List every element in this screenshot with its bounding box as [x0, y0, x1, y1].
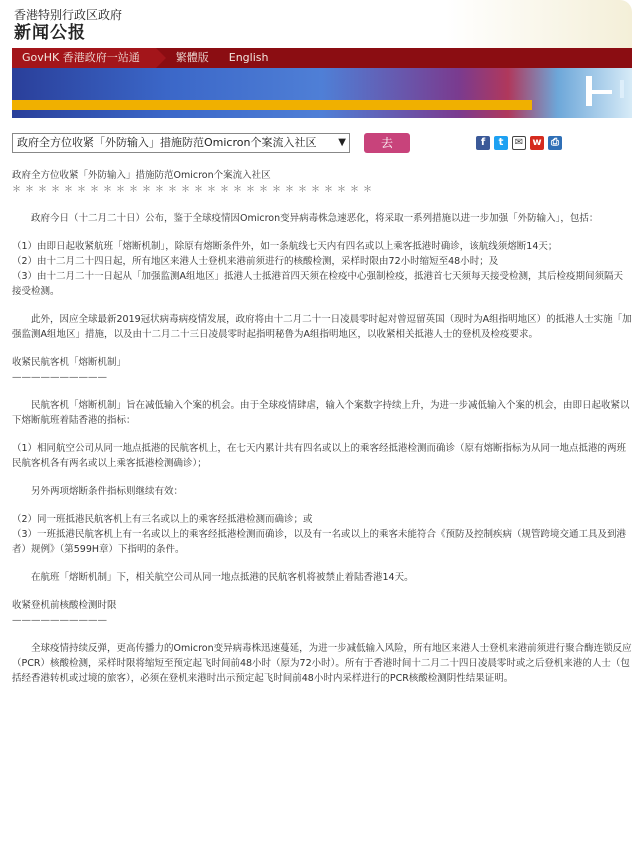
- paragraph: （2）同一班抵港民航客机上有三名或以上的乘客经抵港检测而确诊；或: [12, 514, 313, 525]
- top-nav: [12, 48, 632, 68]
- article-body: [12, 168, 632, 686]
- paragraph: 此外，因应全球最新2019冠状病毒病疫情发展，政府将由十二月二十一日凌晨零时起对曾逗留英国（现时为A组指明地区）的抵港人士实施「加强监测A组地区」措施，以及由十二月二十三日凌晨零时起指明秘鲁为A组指明地区，以收紧相关抵港人士的登机及检疫要求。: [12, 314, 632, 340]
- header-banner: [12, 68, 632, 118]
- print-icon[interactable]: ⎙: [548, 136, 562, 150]
- header: [12, 0, 632, 48]
- nav-separator: [156, 48, 166, 68]
- article-select[interactable]: [12, 133, 350, 153]
- paragraph: 在航班「熔断机制」下，相关航空公司从同一地点抵港的民航客机将被禁止着陆香港14天。: [31, 572, 414, 583]
- paragraph: 政府今日（十二月二十日）公布，鉴于全球疫情因Omicron变异病毒株急速恶化，将采取一系列措施以进一步加强「外防输入」，包括：: [31, 213, 599, 224]
- paragraph: 全球疫情持续反弹，更高传播力的Omicron变异病毒株迅速蔓延，为进一步减低输入风险，所有地区来港人士登机来港前须进行聚合酶连锁反应（PCR）核酸检测，采样时限将缩短至预定起飞时间前48小时（原为72小时）。所有于香港时间十二月二十四日凌晨零时或之后登机来港的人士（包括经香港转机或过境的旅客），必须在登机来港时出示预定起飞时间前48小时内采样进行的PCR核酸检测阴性结果证明。: [12, 643, 632, 684]
- banner-decoration: [620, 80, 624, 98]
- article-select-value: 政府全方位收紧「外防输入」措施防范Omicron个案流入社区: [17, 136, 317, 149]
- section-title: 收紧民航客机「熔断机制」: [12, 357, 127, 368]
- paragraph: （1）由即日起收紧航班「熔断机制」，除原有熔断条件外，如一条航线七天内有四名或以上乘客抵港时确诊，该航线须熔断14天；: [12, 241, 558, 252]
- paragraph: 另外两项熔断条件指标则继续有效：: [31, 486, 184, 497]
- paragraph: （1）相同航空公司从同一地点抵港的民航客机上，在七天内累计共有四名或以上的乘客经抵港检测而确诊（原有熔断指标为从同一地点抵港的两班民航客机各有两名或以上乘客抵港检测确诊）；: [12, 443, 627, 469]
- section-rule: ——————————: [12, 615, 107, 626]
- go-button[interactable]: 去: [364, 133, 410, 153]
- heading-stars: ＊＊＊＊＊＊＊＊＊＊＊＊＊＊＊＊＊＊＊＊＊＊＊＊＊＊＊＊: [12, 185, 377, 195]
- nav-traditional-link[interactable]: 繁體版: [175, 51, 209, 64]
- page: [12, 0, 632, 686]
- section-title: 收紧登机前核酸检测时限: [12, 600, 117, 611]
- chevron-down-icon: ▼: [338, 137, 346, 148]
- nav-govhk-link[interactable]: GovHK 香港政府一站通: [12, 48, 156, 68]
- toolbar: [12, 132, 632, 154]
- org-name: 香港特别行政区政府: [14, 8, 123, 22]
- section-rule: ——————————: [12, 372, 107, 383]
- share-icons: [476, 136, 562, 150]
- twitter-icon[interactable]: t: [494, 136, 508, 150]
- paragraph: （3）由十二月二十一日起从「加强监测A组地区」抵港人士抵港首四天须在检疫中心强制检疫，抵港首七天须每天接受检测，其后检疫期间须隔天接受检测。: [12, 271, 624, 297]
- facebook-icon[interactable]: f: [476, 136, 490, 150]
- article-heading: 政府全方位收紧「外防输入」措施防范Omicron个案流入社区: [12, 170, 271, 181]
- email-icon[interactable]: ✉: [512, 136, 526, 150]
- page-title: 新闻公报: [14, 23, 86, 43]
- paragraph: （3）一班抵港民航客机上有一名或以上的乘客经抵港检测而确诊，以及有一名或以上的乘客未能符合《预防及控制疾病（规管跨境交通工具及到港者）规例》（第599H章）下指明的条件。: [12, 529, 627, 555]
- weibo-icon[interactable]: w: [530, 136, 544, 150]
- paragraph: （2）由十二月二十四日起，所有地区来港人士登机来港前须进行的核酸检测，采样时限由72小时缩短至48小时；及: [12, 256, 499, 267]
- nav-english-link[interactable]: English: [228, 51, 269, 64]
- paragraph: 民航客机「熔断机制」旨在减低输入个案的机会。由于全球疫情肆虐，输入个案数字持续上升，为进一步减低输入个案的机会，由即日起收紧以下熔断航班着陆香港的指标：: [12, 400, 630, 426]
- banner-stripe: [12, 100, 532, 110]
- banner-decoration: [588, 90, 612, 94]
